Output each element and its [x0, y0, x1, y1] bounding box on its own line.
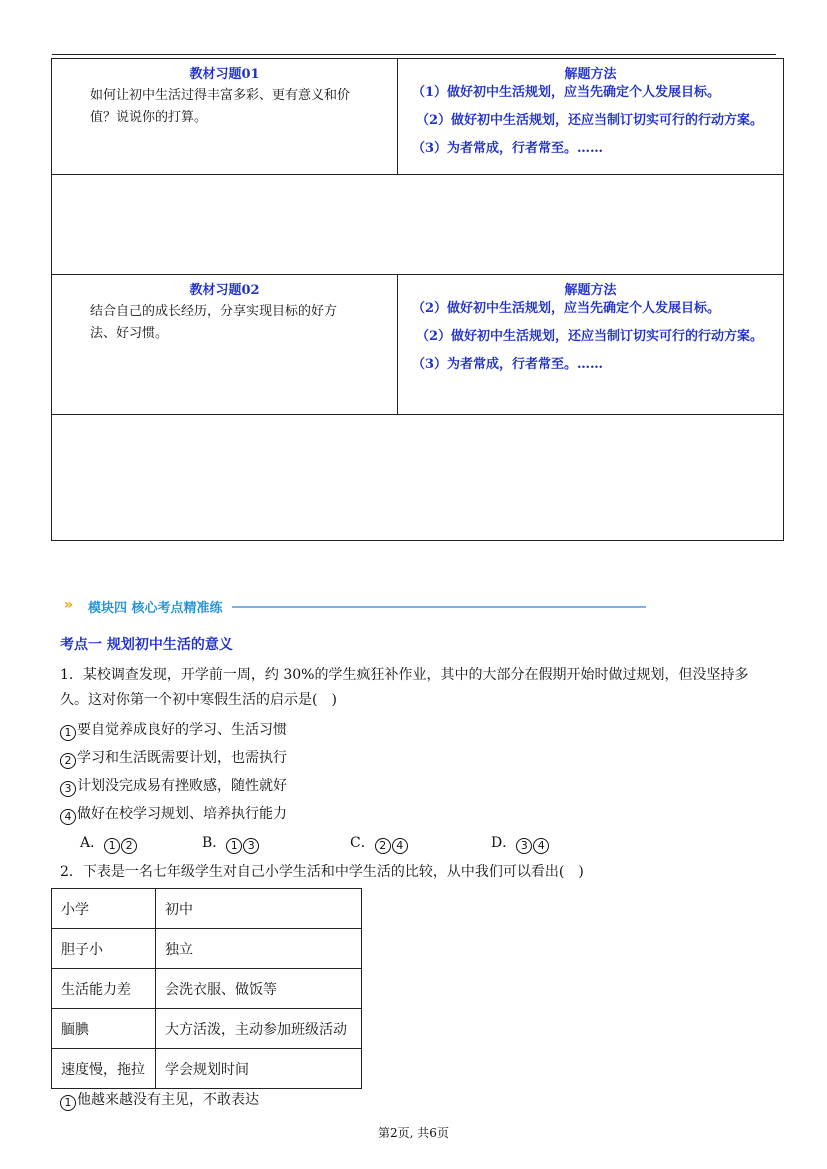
exercise-question-cell — [52, 275, 398, 415]
option-1 — [60, 719, 287, 741]
header-rule — [52, 54, 776, 55]
method-line-2: （2）做好初中生活规划，还应当制订切实可行的行动方案。 — [416, 329, 764, 344]
exercise-question-cell — [52, 59, 398, 175]
circled-number: 3 — [516, 838, 532, 854]
option-text: 做好在校学习规划、培养执行能力 — [77, 806, 287, 822]
option-text: 他越来越没有主见，不敢表达 — [77, 1092, 259, 1108]
exercise-title: 教材习题01 — [189, 67, 260, 82]
section-divider — [232, 606, 646, 608]
option-text: 要自觉养成良好的学习、生活习惯 — [77, 722, 287, 738]
exercise-method-cell — [398, 275, 784, 415]
option-2 — [60, 747, 287, 769]
method-line-3: （3）为者常成，行者常至。…… — [412, 141, 604, 156]
table-cell: 胆子小 — [52, 929, 156, 969]
circled-number: 3 — [243, 838, 259, 854]
choice-label: C． — [350, 835, 375, 851]
comparison-table — [51, 888, 362, 1089]
choice-label: A． — [80, 835, 105, 851]
choice-d[interactable] — [491, 832, 550, 854]
table-row — [52, 1049, 362, 1089]
method-title: 解题方法 — [564, 67, 617, 82]
method-line-1: （2）做好初中生活规划，应当先确定个人发展目标。 — [412, 301, 721, 316]
exercise-method-cell — [398, 59, 784, 175]
q2-option-1 — [60, 1089, 259, 1111]
option-4 — [60, 803, 287, 825]
method-line-2: （2）做好初中生活规划，还应当制订切实可行的行动方案。 — [416, 113, 764, 128]
circled-number: 2 — [121, 838, 137, 854]
table-cell: 会洗衣服、做饭等 — [156, 969, 362, 1009]
topic-heading: 考点一 规划初中生活的意义 — [60, 637, 233, 653]
page-footer: 第2页, 共6页 — [378, 1126, 449, 1140]
circled-number: 4 — [60, 809, 76, 825]
table-cell: 腼腆 — [52, 1009, 156, 1049]
table-cell: 小学 — [52, 889, 156, 929]
option-text: 学习和生活既需要计划，也需执行 — [77, 750, 287, 766]
table-row — [52, 1009, 362, 1049]
circled-number: 2 — [375, 838, 391, 854]
method-line-1: （1）做好初中生活规划，应当先确定个人发展目标。 — [412, 85, 721, 100]
choice-label: B． — [202, 835, 227, 851]
method-title: 解题方法 — [564, 283, 617, 298]
question-2-line-1: 2．下表是一名七年级学生对自己小学生活和中学生活的比较，从中我们可以看出( ) — [60, 864, 584, 880]
choice-c[interactable] — [350, 832, 409, 854]
table-cell: 独立 — [156, 929, 362, 969]
choice-a[interactable] — [80, 832, 138, 854]
exercise-question: 结合自己的成长经历，分享实现目标的好方法、好习惯。 — [90, 304, 338, 341]
table-row — [52, 969, 362, 1009]
exercise-question: 如何让初中生活过得丰富多彩、更有意义和价值？说说你的打算。 — [90, 88, 351, 125]
answer-area[interactable] — [52, 415, 784, 541]
circled-number: 3 — [60, 781, 76, 797]
method-line-3: （3）为者常成，行者常至。…… — [412, 357, 604, 372]
section-title: 模块四 核心考点精准练 — [88, 601, 223, 616]
section-header — [60, 596, 590, 616]
table-cell: 初中 — [156, 889, 362, 929]
question-1-line-1: 1．某校调查发现，开学前一周，约 30%的学生疯狂补作业，其中的大部分在假期开始时做过规划，但没坚持多 — [60, 667, 749, 683]
circled-number: 1 — [60, 1095, 76, 1111]
question-1-line-2: 久。这对你第一个初中寒假生活的启示是( ) — [60, 692, 337, 708]
table-cell: 学会规划时间 — [156, 1049, 362, 1089]
exercise-title: 教材习题02 — [189, 283, 260, 298]
table-cell: 大方活泼，主动参加班级活动 — [156, 1009, 362, 1049]
table-row — [52, 889, 362, 929]
option-3 — [60, 775, 287, 797]
table-row — [52, 929, 362, 969]
circled-number: 4 — [392, 838, 408, 854]
table-cell: 生活能力差 — [52, 969, 156, 1009]
exercise-table-2 — [51, 274, 784, 541]
double-chevron-icon: » — [64, 597, 74, 613]
table-cell: 速度慢，拖拉 — [52, 1049, 156, 1089]
circled-number: 1 — [104, 838, 120, 854]
circled-number: 2 — [60, 753, 76, 769]
circled-number: 1 — [60, 725, 76, 741]
circled-number: 1 — [226, 838, 242, 854]
circled-number: 4 — [533, 838, 549, 854]
choice-b[interactable] — [202, 832, 260, 854]
choice-label: D． — [491, 835, 517, 851]
answer-area[interactable] — [52, 175, 784, 275]
option-text: 计划没完成易有挫败感，随性就好 — [77, 778, 287, 794]
exercise-table-1 — [51, 58, 784, 275]
